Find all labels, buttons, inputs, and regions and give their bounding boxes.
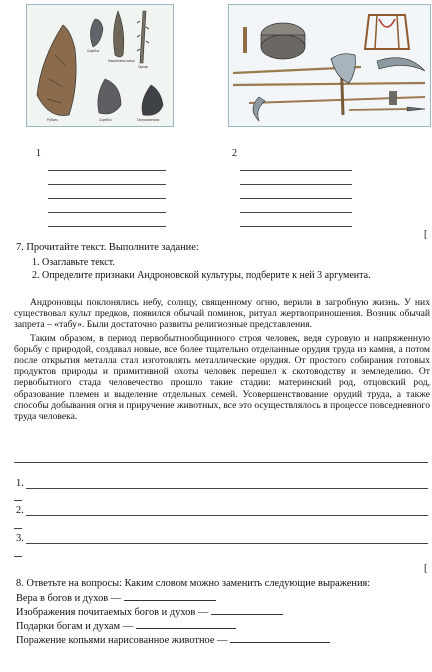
task8-answer-blank-2[interactable] (211, 605, 283, 615)
task7-list (14, 256, 428, 282)
task8-prompt-2: Изображения почитаемых богов и духов — (16, 607, 209, 618)
paragraph-1: Андроновцы поклонялись небу, солнцу, священному огню, верили в загробную жизнь. У них существовал культ предков, появился обычай поминок, ритуал жертвоприношения. Возник обычай запрета – «табу». Были достаточно развиты религиозные представления. (14, 297, 430, 331)
answer-line[interactable] (48, 170, 166, 171)
answer-line[interactable] (48, 226, 166, 227)
label-scraper-2: Скребло (99, 118, 112, 122)
metal-tools-figure (228, 4, 431, 127)
answer-line[interactable] (48, 212, 166, 213)
answer-number-2: 2. (16, 505, 24, 516)
task8-row-2 (16, 605, 283, 619)
margin-bracket: [ (424, 563, 428, 574)
answer-3-line[interactable] (26, 543, 428, 544)
task8-answer-blank-3[interactable] (136, 619, 236, 629)
task7-item-1: 1. Озаглавьте текст. (32, 257, 115, 268)
label-spearhead: Наконечник копья (108, 59, 135, 63)
text-block (14, 297, 430, 422)
answer-line[interactable] (240, 226, 352, 227)
label-scraper: Скребок (87, 49, 100, 53)
answer-1-line-cont[interactable] (14, 500, 22, 501)
margin-bracket: [ (424, 229, 428, 240)
figure-number-2: 2 (232, 148, 237, 159)
answer-number-1: 1. (16, 478, 24, 489)
stone-tools-figure (26, 4, 174, 127)
answer-2-line-cont[interactable] (14, 528, 22, 529)
label-point: Остроконечник (137, 118, 160, 122)
answer-1-line[interactable] (26, 488, 428, 489)
answer-line[interactable] (240, 184, 352, 185)
task8-title: 8. Ответьте на вопросы: Каким словом можно заменить следующие выражения: (16, 578, 371, 589)
stone-tools-illustration (27, 5, 173, 126)
paragraph-2: Таким образом, в период первобытнообщинного строя человек, ведя суровую и напряженную борьбу с природой, создавал новые, все более тщательно отделанные орудия труда из камня, а потом после открытия металла стал изготовлять металлические орудия. От простого собирания готовых продуктов природы и примитивной охоты человек перешел к скотоводству и земледелию. От первобытного стада человечество прошло такие стадии: материнский род, отцовский род, образование племен и выделение отдельных семей. Усовершенствование орудий труда, а также способы добывания огня и приручение животных, все это осуществлялось в процессе повседневного труда человека. (14, 332, 430, 423)
label-hand-axe: Рубило (47, 118, 59, 122)
task8-prompt-4: Поражение копьями нарисованное животное — (16, 635, 228, 646)
task8-row-1 (16, 591, 216, 605)
answer-line[interactable] (240, 170, 352, 171)
task8-row-3 (16, 619, 236, 633)
task8-row-4 (16, 633, 330, 647)
task8-prompt-3: Подарки богам и духам — (16, 621, 134, 632)
task8-answer-blank-4[interactable] (230, 633, 330, 643)
answer-2-line[interactable] (26, 515, 428, 516)
answer-3-line-cont[interactable] (14, 556, 22, 557)
answer-line[interactable] (240, 212, 352, 213)
answer-line[interactable] (240, 198, 352, 199)
figure-number-1: 1 (36, 148, 41, 159)
label-harpoon: Гарпун (138, 65, 149, 69)
answer-number-3: 3. (16, 533, 24, 544)
task7-title: 7. Прочитайте текст. Выполните задание: (16, 242, 199, 253)
task8-answer-blank-1[interactable] (124, 591, 216, 601)
answer-line[interactable] (48, 184, 166, 185)
title-answer-line[interactable] (14, 462, 428, 463)
task8-prompt-1: Вера в богов и духов — (16, 593, 122, 604)
task7-item-2: 2. Определите признаки Андроновской культуры, подберите к ней 3 аргумента. (32, 270, 371, 281)
metal-tools-illustration (229, 5, 430, 126)
answer-line[interactable] (48, 198, 166, 199)
